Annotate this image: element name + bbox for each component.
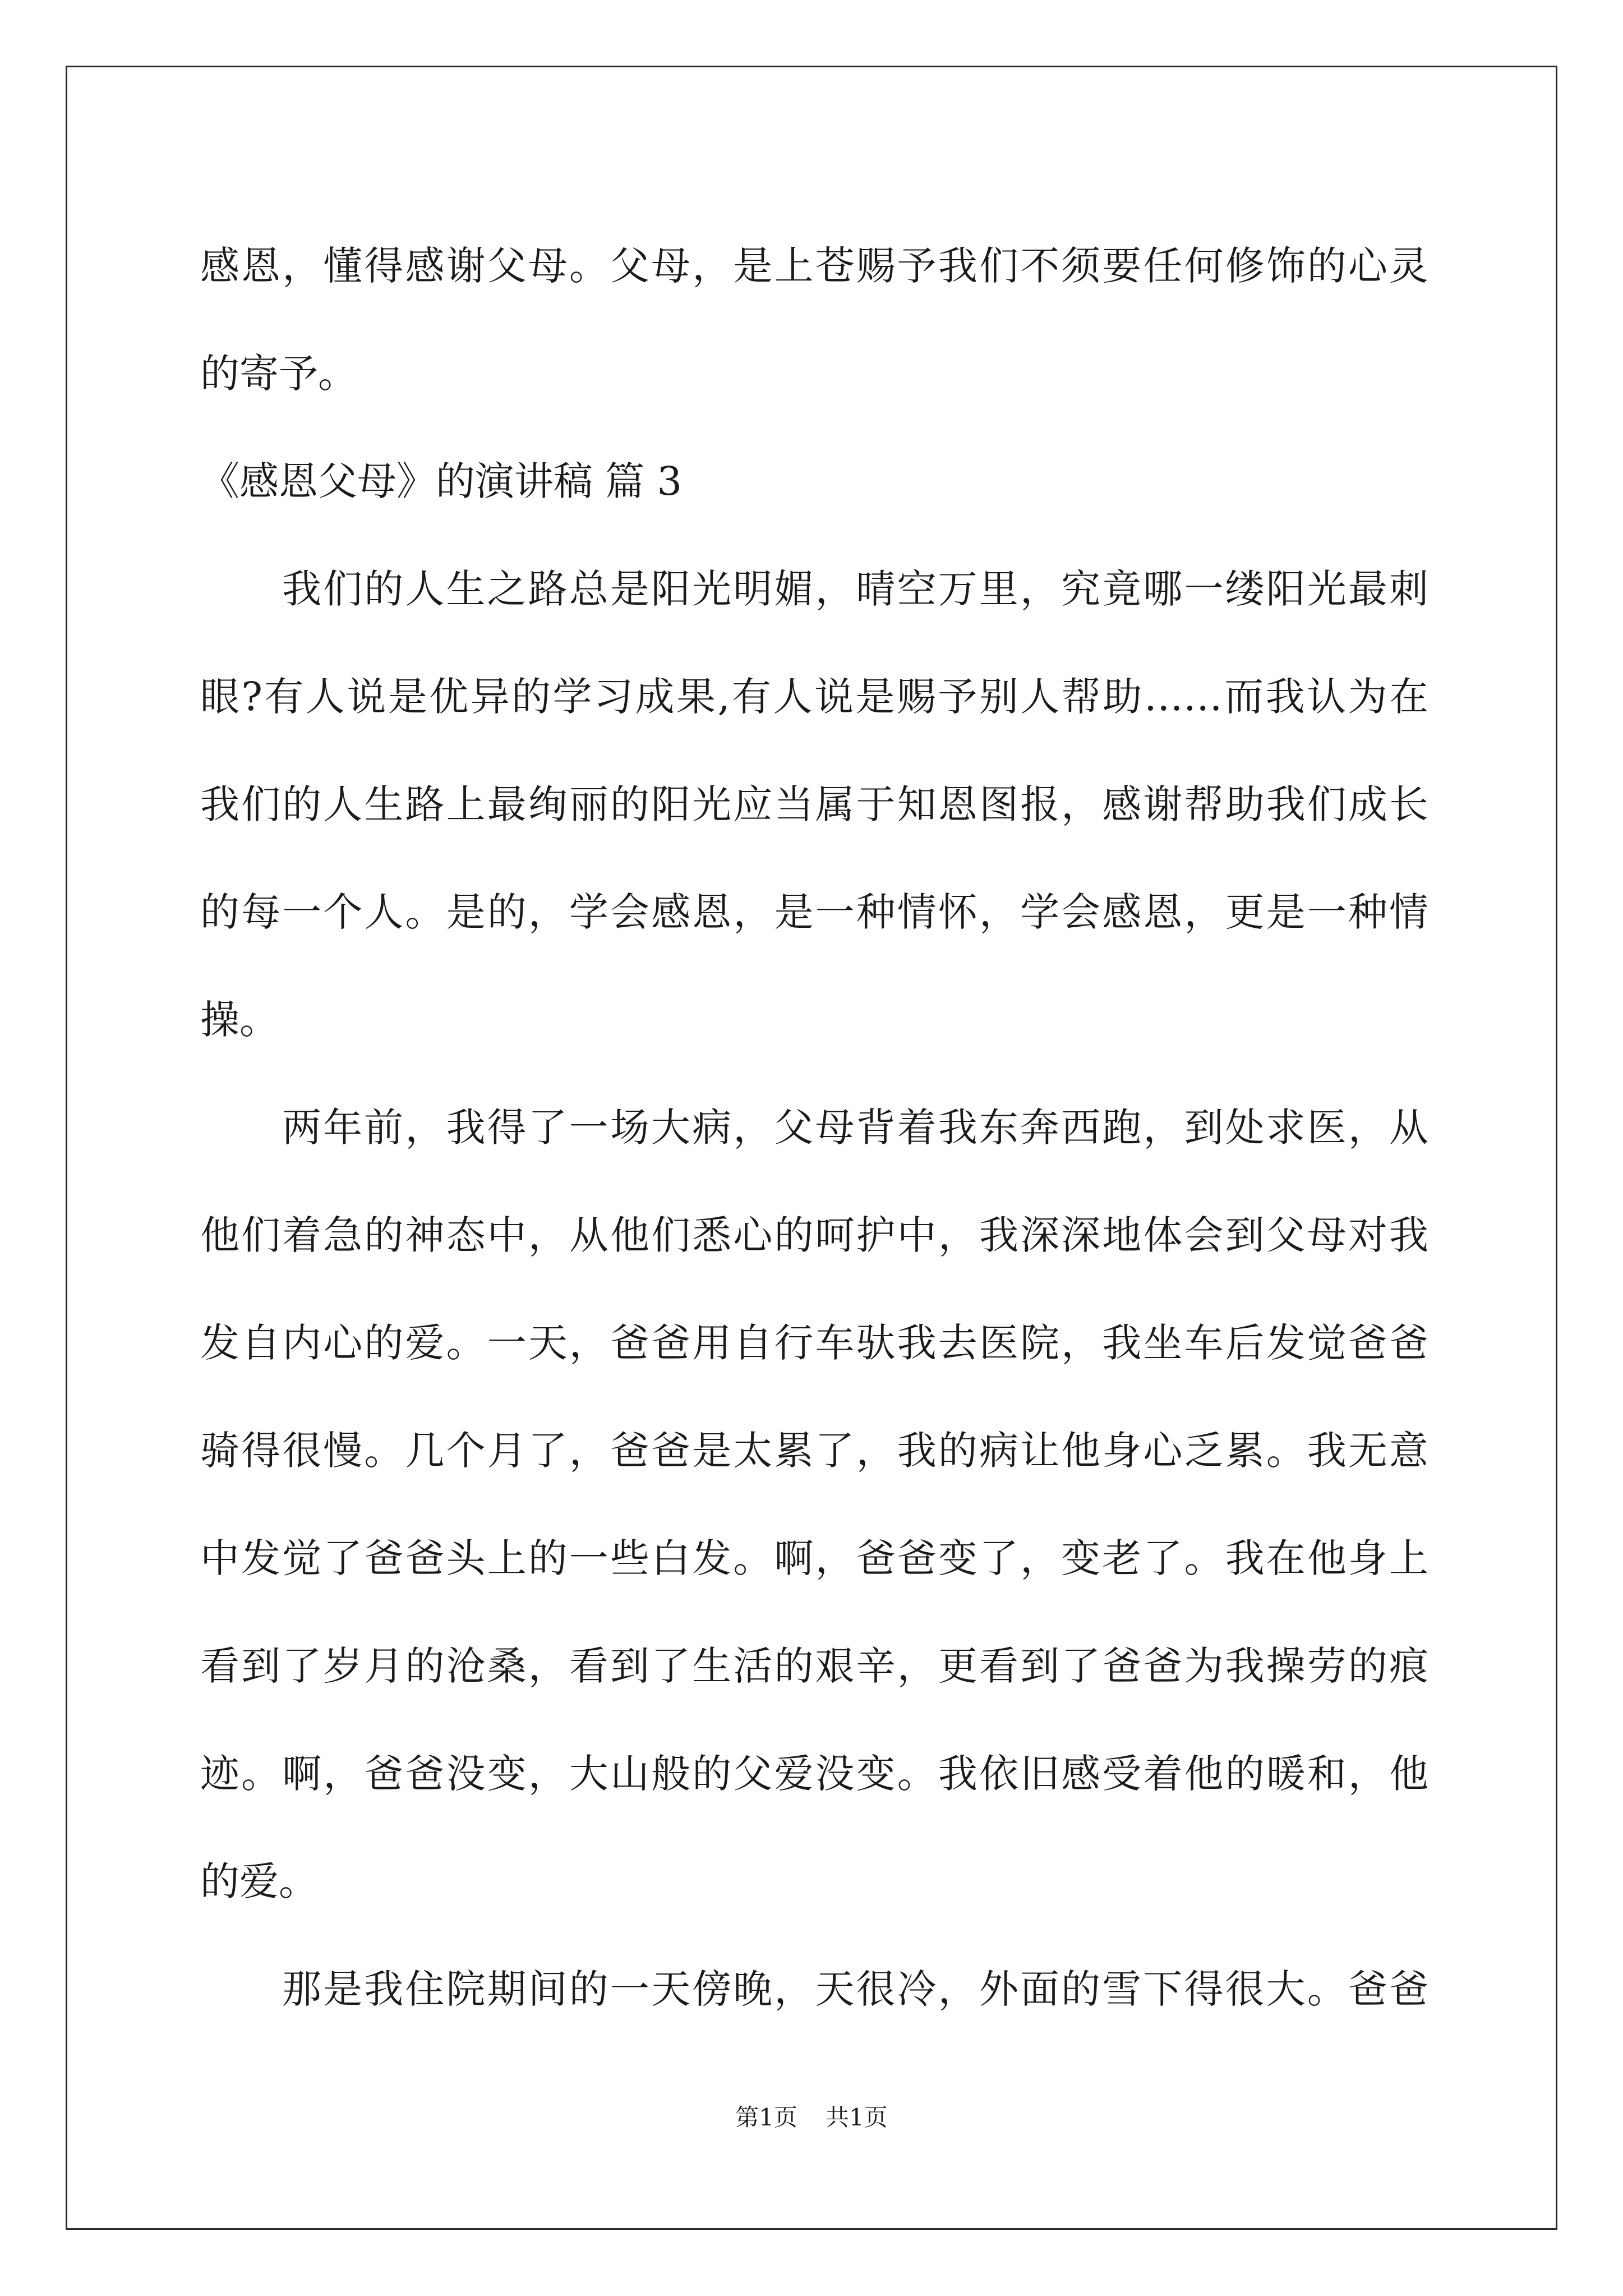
section-heading: 《感恩父母》的演讲稿 篇 3 [200, 458, 683, 504]
text-line: 感恩，懂得感谢父母。父母，是上苍赐予我们不须要任何修饰的心灵 [200, 243, 1428, 289]
text-line: 我们的人生路上最绚丽的阳光应当属于知恩图报，感谢帮助我们成长 [200, 781, 1428, 827]
page-number-current: 第1页 [735, 2104, 797, 2131]
text-line: 的寄予。 [200, 351, 357, 397]
text-line: 的爱。 [200, 1858, 318, 1904]
page-number-total: 共1页 [826, 2104, 888, 2131]
text-line: 操。 [200, 997, 279, 1043]
text-line: 那是我住院期间的一天傍晚，天很冷，外面的雪下得很大。爸爸 [282, 1966, 1428, 2012]
text-line: 他们着急的神态中，从他们悉心的呵护中，我深深地体会到父母对我 [200, 1212, 1428, 1258]
text-line: 中发觉了爸爸头上的一些白发。啊，爸爸变了，变老了。我在他身上 [200, 1535, 1428, 1581]
text-line: 骑得很慢。几个月了，爸爸是太累了，我的病让他身心乏累。我无意 [200, 1428, 1428, 1474]
paragraph [200, 535, 1428, 1074]
paragraph [200, 1935, 1428, 2043]
text-line: 我们的人生之路总是阳光明媚，晴空万里，究竟哪一缕阳光最刺 [282, 566, 1428, 612]
document-body [200, 212, 1428, 2043]
paragraph [200, 1074, 1428, 1935]
text-line: 两年前，我得了一场大病，父母背着我东奔西跑，到处求医，从 [282, 1105, 1428, 1151]
text-line: 的每一个人。是的，学会感恩，是一种情怀，学会感恩，更是一种情 [200, 889, 1428, 935]
text-line: 迹。啊，爸爸没变，大山般的父爱没变。我依旧感受着他的暖和，他 [200, 1751, 1428, 1797]
text-line: 发自内心的爱。一天，爸爸用自行车驮我去医院，我坐车后发觉爸爸 [200, 1320, 1428, 1366]
page-footer [0, 2101, 1623, 2134]
text-line: 眼?有人说是优异的学习成果,有人说是赐予别人帮助……而我认为在 [200, 674, 1428, 720]
paragraph [200, 212, 1428, 427]
text-line: 看到了岁月的沧桑，看到了生活的艰辛，更看到了爸爸为我操劳的痕 [200, 1643, 1428, 1689]
